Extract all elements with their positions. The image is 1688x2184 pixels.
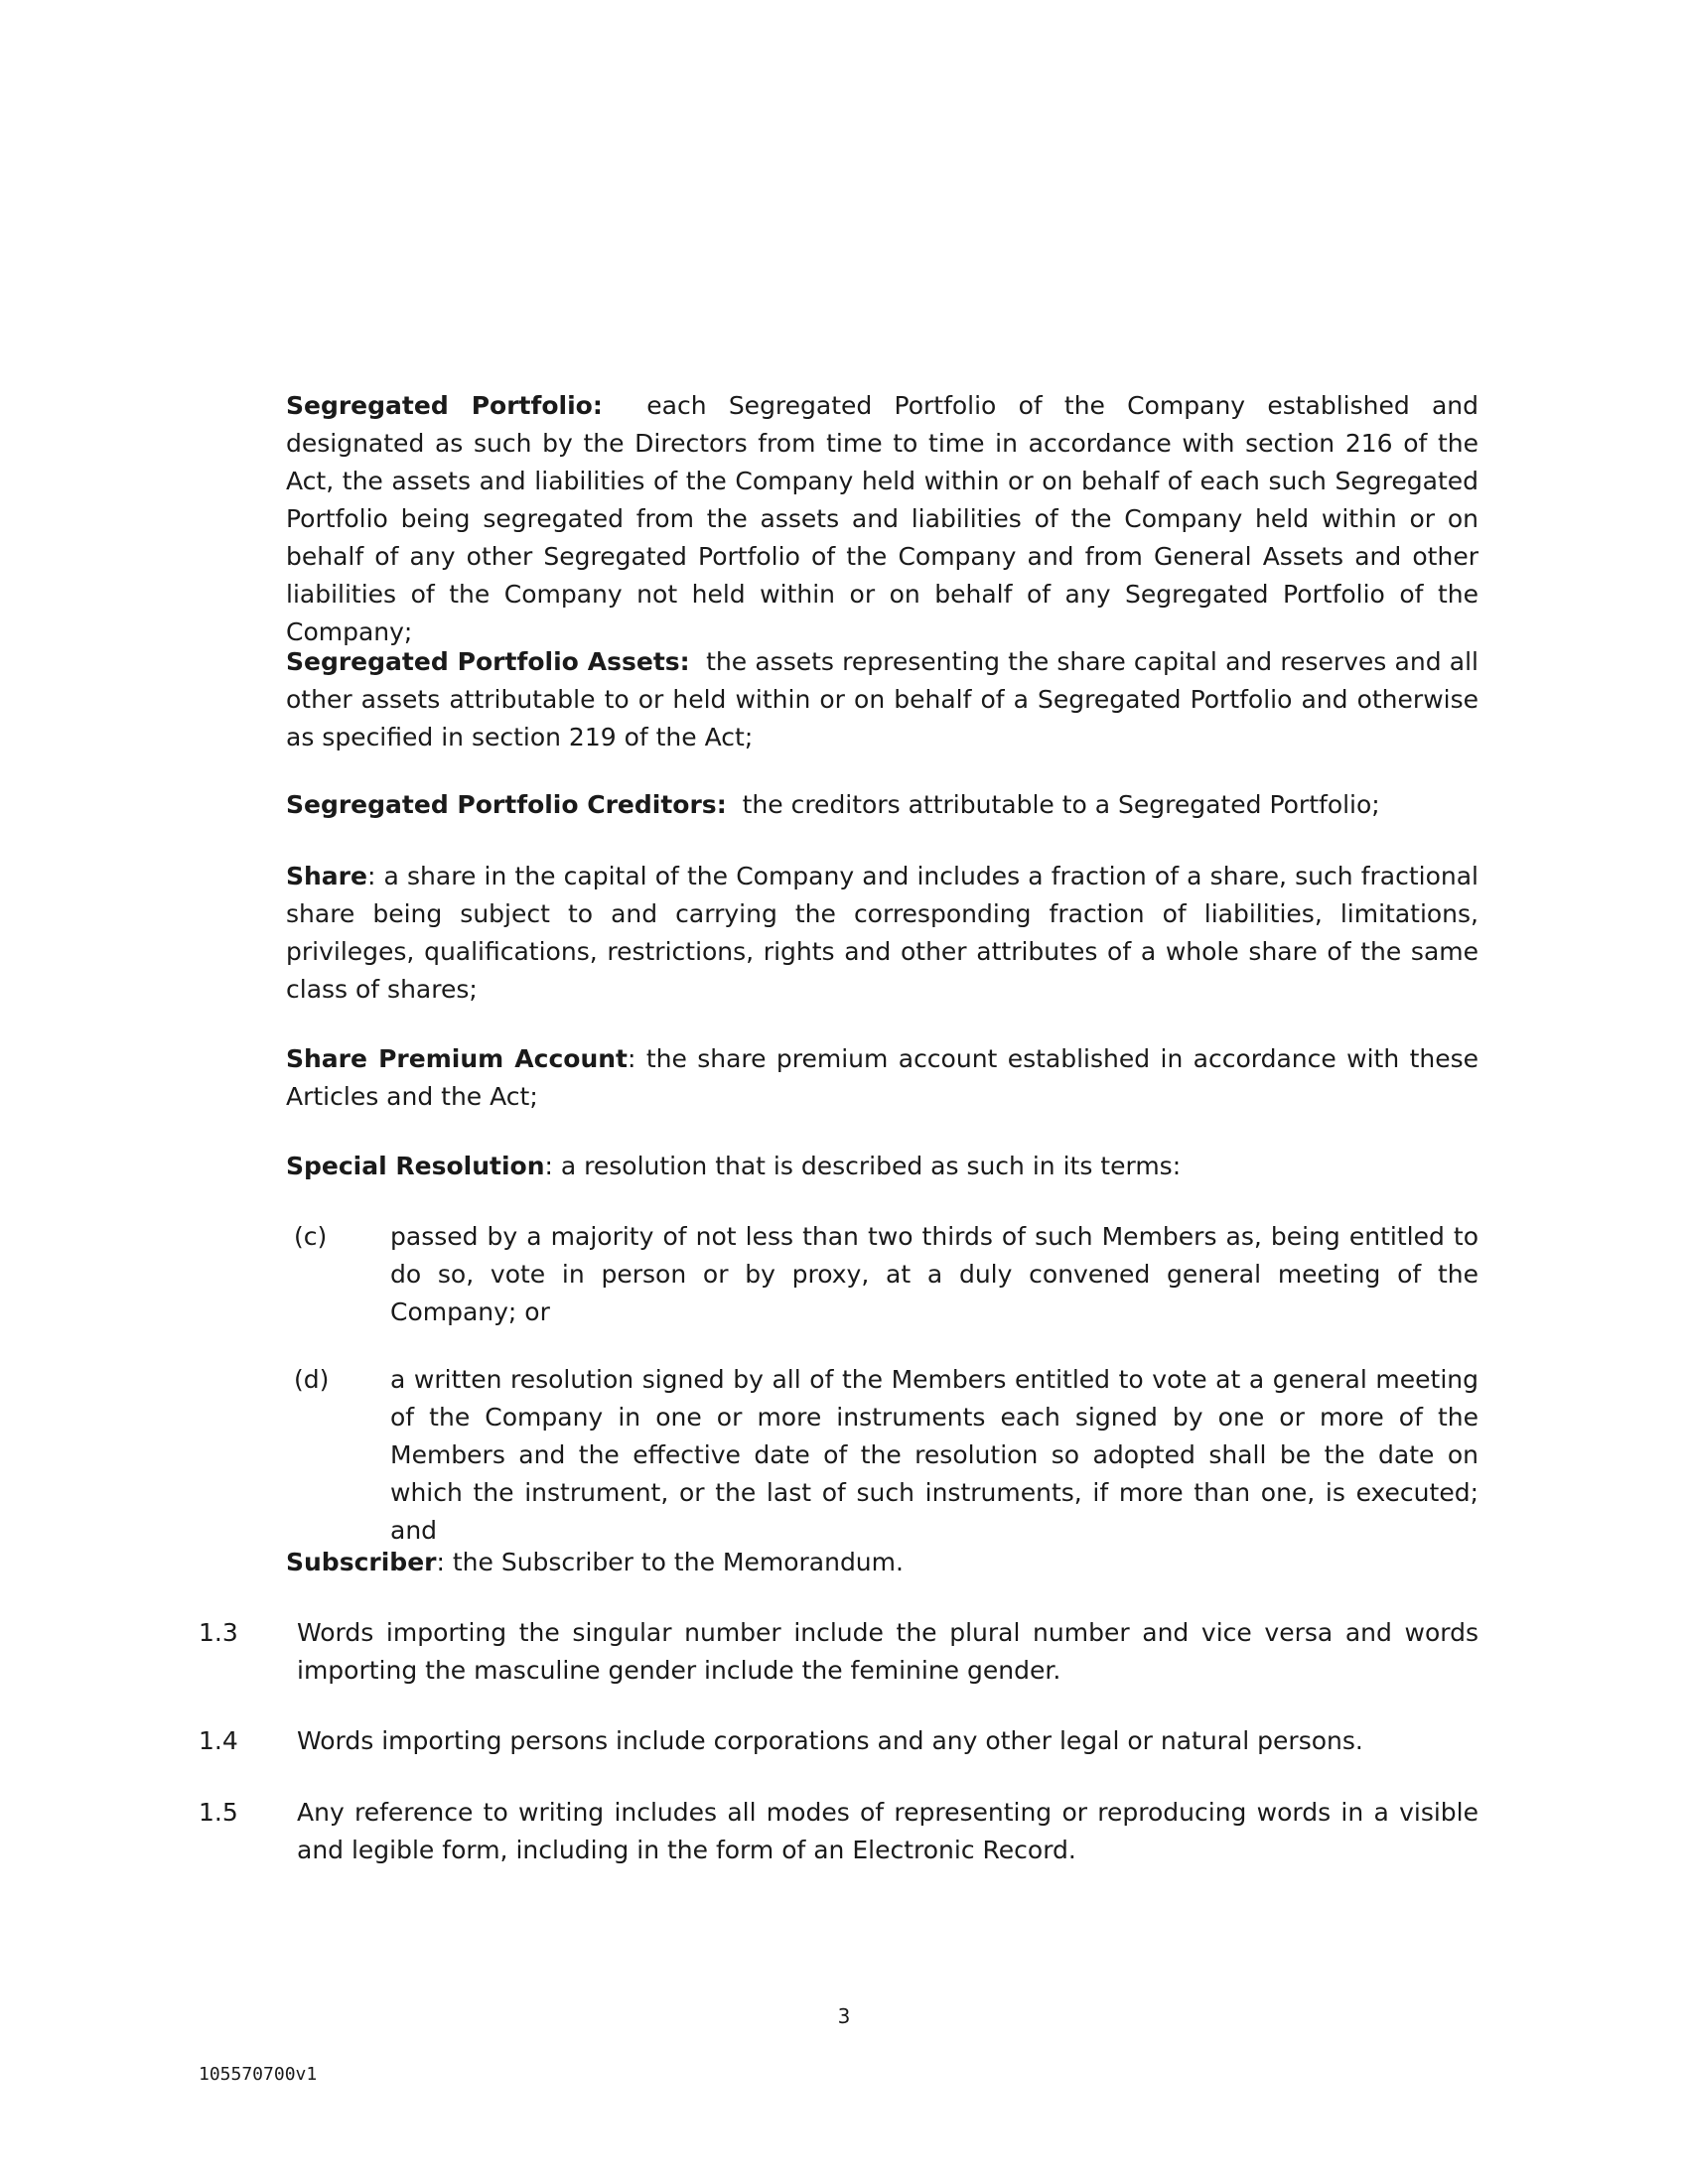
sub-item-label: (c) <box>294 1222 328 1251</box>
definition-segregated-portfolio-creditors <box>286 786 1478 824</box>
definition-segregated-portfolio <box>286 387 1478 651</box>
definition-text: : the Subscriber to the Memorandum. <box>436 1548 904 1576</box>
definition-segregated-portfolio-assets <box>286 643 1478 756</box>
definition-term: Share <box>286 862 367 890</box>
definition-term: Subscriber <box>286 1548 437 1576</box>
definition-text: : the share premium account established in accordance with these Articles and the Act; <box>286 1044 1478 1111</box>
clause-number: 1.4 <box>199 1726 238 1755</box>
page-number: 3 <box>837 2004 851 2028</box>
definition-text: : a share in the capital of the Company and includes a fraction of a share, such fractional share being subject to and carrying the corresponding fraction of liabilities, limitations, privileges, qualifications, restrictions, rights and other attributes of a whole share of the same class of shares; <box>286 862 1478 1004</box>
definition-term: Segregated Portfolio Creditors: <box>286 790 727 819</box>
definition-term: Special Resolution <box>286 1152 545 1180</box>
definition-subscriber <box>286 1544 1478 1581</box>
definition-text: the creditors attributable to a Segregated Portfolio; <box>742 790 1380 819</box>
clause-text: Words importing persons include corporations and any other legal or natural persons. <box>297 1726 1363 1755</box>
sub-item-text: passed by a majority of not less than two thirds of such Members as, being entitled to do so, vote in person or by proxy, at a duly convened general meeting of the Company; or <box>390 1222 1478 1326</box>
definition-text: each Segregated Portfolio of the Company established and designated as such by the Directors from time to time in accordance with section 216 of the Act, the assets and liabilities of the Company held within or on behalf of each such Segregated Portfolio being segregated from the assets and liabilities of the Company held within or on behalf of any other Segregated Portfolio of the Company and from General Assets and other liabilities of the Company not held within or on behalf of any Segregated Portfolio of the Company; <box>286 391 1478 646</box>
definition-special-resolution <box>286 1148 1478 1185</box>
document-reference: 105570700v1 <box>199 2064 318 2085</box>
definition-text: the assets representing the share capital and reserves and all other assets attributable to or held within or on behalf of a Segregated Portfolio and otherwise as specified in section 219 of the Act; <box>286 647 1478 751</box>
sub-item-text: a written resolution signed by all of the Members entitled to vote at a general meeting of the Company in one or more instruments each signed by one or more of the Members and the effective date of the resolution so adopted shall be the date on which the instrument, or the last of such instruments, if more than one, is executed; and <box>390 1365 1478 1545</box>
definition-term: Segregated Portfolio Assets: <box>286 647 690 676</box>
clause-text: Any reference to writing includes all modes of representing or reproducing words in a visible and legible form, including in the form of an Electronic Record. <box>297 1798 1478 1864</box>
definition-term: Share Premium Account <box>286 1044 629 1073</box>
definition-share-premium-account <box>286 1040 1478 1116</box>
definition-share <box>286 858 1478 1009</box>
definition-term: Segregated Portfolio: <box>286 391 603 420</box>
clause-text: Words importing the singular number include the plural number and vice versa and words importing the masculine gender include the feminine gender. <box>297 1618 1478 1685</box>
definition-text: : a resolution that is described as such in its terms: <box>544 1152 1182 1180</box>
clause-number: 1.5 <box>199 1798 238 1827</box>
clause-number: 1.3 <box>199 1618 238 1647</box>
sub-item-label: (d) <box>294 1365 330 1394</box>
